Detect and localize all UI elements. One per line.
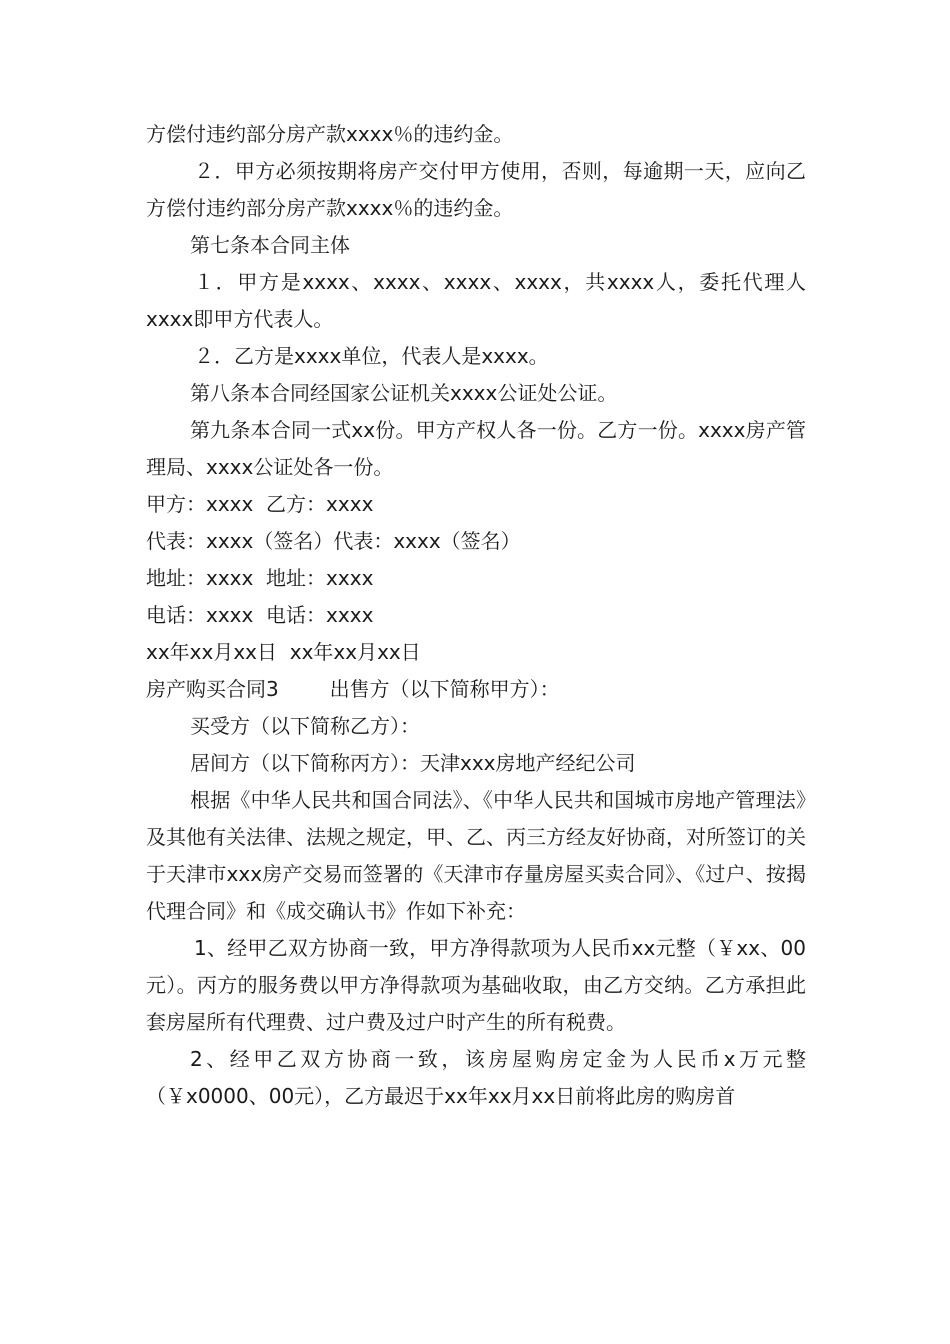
paragraph-intermediary: 居间方（以下简称丙方）：天津xxx房地产经纪公司 — [190, 751, 636, 775]
signature-dates: xx年xx月xx日 xx年xx月xx日 — [146, 640, 421, 664]
paragraph-clause-1-net-payment: 1、经甲乙双方协商一致，甲方净得款项为人民币xx元整（￥xx、00元）。丙方的服务费以甲方净得款项为基础收取，由乙方交纳。乙方承担此套房屋所有代理费、过户费及过户时产生的所有税费。 — [146, 936, 806, 1034]
paragraph-legal-basis: 根据《中华人民共和国合同法》、《中华人民共和国城市房地产管理法》及其他有关法律、法规之规定，甲、乙、丙三方经友好协商，对所签订的关于天津市xxx房产交易而签署的《天津市存量房屋买卖合同》、《过户、按揭代理合同》和《成交确认书》作如下补充： — [146, 788, 806, 923]
paragraph-party-a: １．甲方是xxxx、xxxx、xxxx、xxxx，共xxxx人，委托代理人xxxx即甲方代表人。 — [146, 270, 806, 331]
paragraph-article-9: 第九条本合同一式xx份。甲方产权人各一份。乙方一份。xxxx房产管理局、xxxx公证处各一份。 — [146, 418, 806, 479]
signature-addresses: 地址：xxxx 地址：xxxx — [146, 566, 374, 590]
paragraph-buyer: 买受方（以下简称乙方）： — [190, 714, 420, 738]
paragraph-article-8: 第八条本合同经国家公证机关xxxx公证处公证。 — [190, 381, 618, 405]
signature-representatives: 代表：xxxx（签名）代表：xxxx（签名） — [146, 529, 521, 553]
contract-3-title: 房产购买合同3 出售方（以下简称甲方）： — [146, 677, 560, 701]
paragraph-clause-2-deposit: 2、经甲乙双方协商一致，该房屋购房定金为人民币x万元整（￥x0000、00元），乙方最迟于xx年xx月xx日前将此房的购房首 — [146, 1047, 806, 1108]
paragraph-clause-2-delivery: ２．甲方必须按期将房产交付甲方使用，否则，每逾期一天，应向乙方偿付违约部分房产款xxxx％的违约金。 — [146, 159, 806, 220]
signature-parties: 甲方：xxxx 乙方：xxxx — [146, 492, 374, 516]
paragraph-article-7-heading: 第七条本合同主体 — [190, 233, 350, 257]
document-body — [146, 116, 806, 1115]
signature-phones: 电话：xxxx 电话：xxxx — [146, 603, 374, 627]
paragraph-penalty-continued: 方偿付违约部分房产款xxxx％的违约金。 — [146, 122, 514, 146]
paragraph-party-b: ２．乙方是xxxx单位，代表人是xxxx。 — [194, 344, 549, 368]
